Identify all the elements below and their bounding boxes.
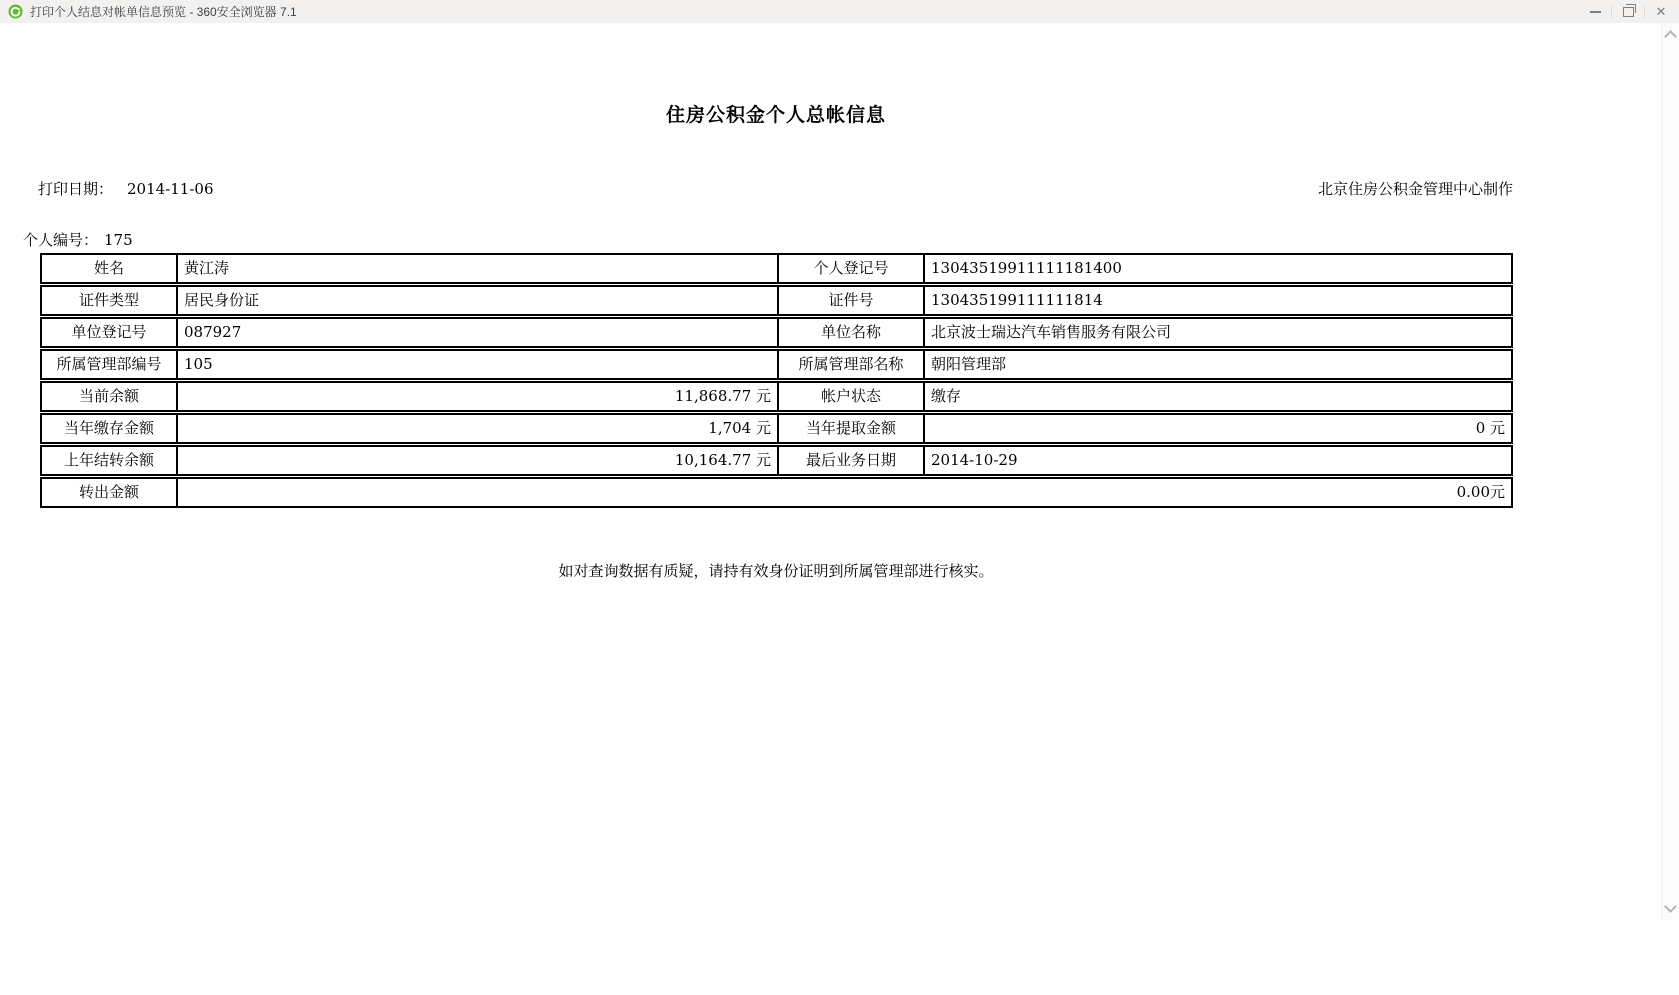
browser-360-logo-icon: [8, 4, 23, 19]
print-preview-page: [0, 23, 1662, 995]
field-label: 帐户状态: [779, 381, 925, 412]
field-value: 130435199111111814: [925, 285, 1513, 316]
field-value: 2014-10-29: [925, 445, 1513, 476]
field-label: 当前余额: [40, 381, 178, 412]
restore-button[interactable]: [1612, 0, 1644, 23]
minimize-button[interactable]: [1579, 0, 1611, 23]
personal-number-line: [23, 229, 133, 250]
field-value: 居民身份证: [178, 285, 779, 316]
field-label: 转出金额: [40, 477, 178, 508]
scroll-up-icon[interactable]: [1664, 30, 1677, 43]
field-value: 11,868.77 元: [178, 381, 779, 412]
field-label: 单位名称: [779, 317, 925, 348]
restore-icon: [1623, 7, 1634, 17]
personal-number-value: 175: [104, 231, 133, 249]
table-row: [40, 285, 1513, 316]
field-label: 上年结转余额: [40, 445, 178, 476]
close-button[interactable]: [1645, 0, 1677, 23]
field-label: 所属管理部名称: [779, 349, 925, 380]
field-label: 证件类型: [40, 285, 178, 316]
window-controls: [1579, 0, 1677, 23]
field-label: 最后业务日期: [779, 445, 925, 476]
close-icon: ✕: [1655, 4, 1667, 19]
field-value: 缴存: [925, 381, 1513, 412]
footer-note: 如对查询数据有质疑，请持有效身份证明到所属管理部进行核实。: [558, 562, 994, 580]
account-info-table: [40, 252, 1513, 509]
field-value: 105: [178, 349, 779, 380]
page-title: 住房公积金个人总帐信息: [665, 104, 886, 126]
field-label: 姓名: [40, 253, 178, 284]
minimize-icon: [1590, 11, 1601, 13]
field-value: 1,704 元: [178, 413, 779, 444]
field-label: 个人登记号: [779, 253, 925, 284]
print-date-label: 打印日期：: [38, 180, 114, 198]
field-value: 13043519911111181400: [925, 253, 1513, 284]
table-row: [40, 349, 1513, 380]
personal-number-label: 个人编号：: [23, 231, 99, 249]
print-date-value: 2014-11-06: [127, 180, 214, 198]
field-value: 北京波士瑞达汽车销售服务有限公司: [925, 317, 1513, 348]
titlebar: [0, 0, 1679, 24]
field-value: 10,164.77 元: [178, 445, 779, 476]
field-value: 朝阳管理部: [925, 349, 1513, 380]
table-row: [40, 477, 1513, 508]
table-row: [40, 253, 1513, 284]
field-label: 所属管理部编号: [40, 349, 178, 380]
table-row: [40, 413, 1513, 444]
vertical-scrollbar[interactable]: [1661, 23, 1679, 920]
window-title: 打印个人结息对帐单信息预览 - 360安全浏览器 7.1: [30, 5, 297, 19]
field-value: 087927: [178, 317, 779, 348]
field-value: 黄江涛: [178, 253, 779, 284]
issuer-text: 北京住房公积金管理中心制作: [1317, 180, 1513, 198]
field-label: 单位登记号: [40, 317, 178, 348]
field-label: 证件号: [779, 285, 925, 316]
field-label: 当年提取金额: [779, 413, 925, 444]
table-row: [40, 445, 1513, 476]
field-value: 0.00元: [178, 477, 1513, 508]
field-label: 当年缴存金额: [40, 413, 178, 444]
table-row: [40, 317, 1513, 348]
table-row: [40, 381, 1513, 412]
field-value: 0 元: [925, 413, 1513, 444]
scroll-down-icon[interactable]: [1664, 900, 1677, 913]
